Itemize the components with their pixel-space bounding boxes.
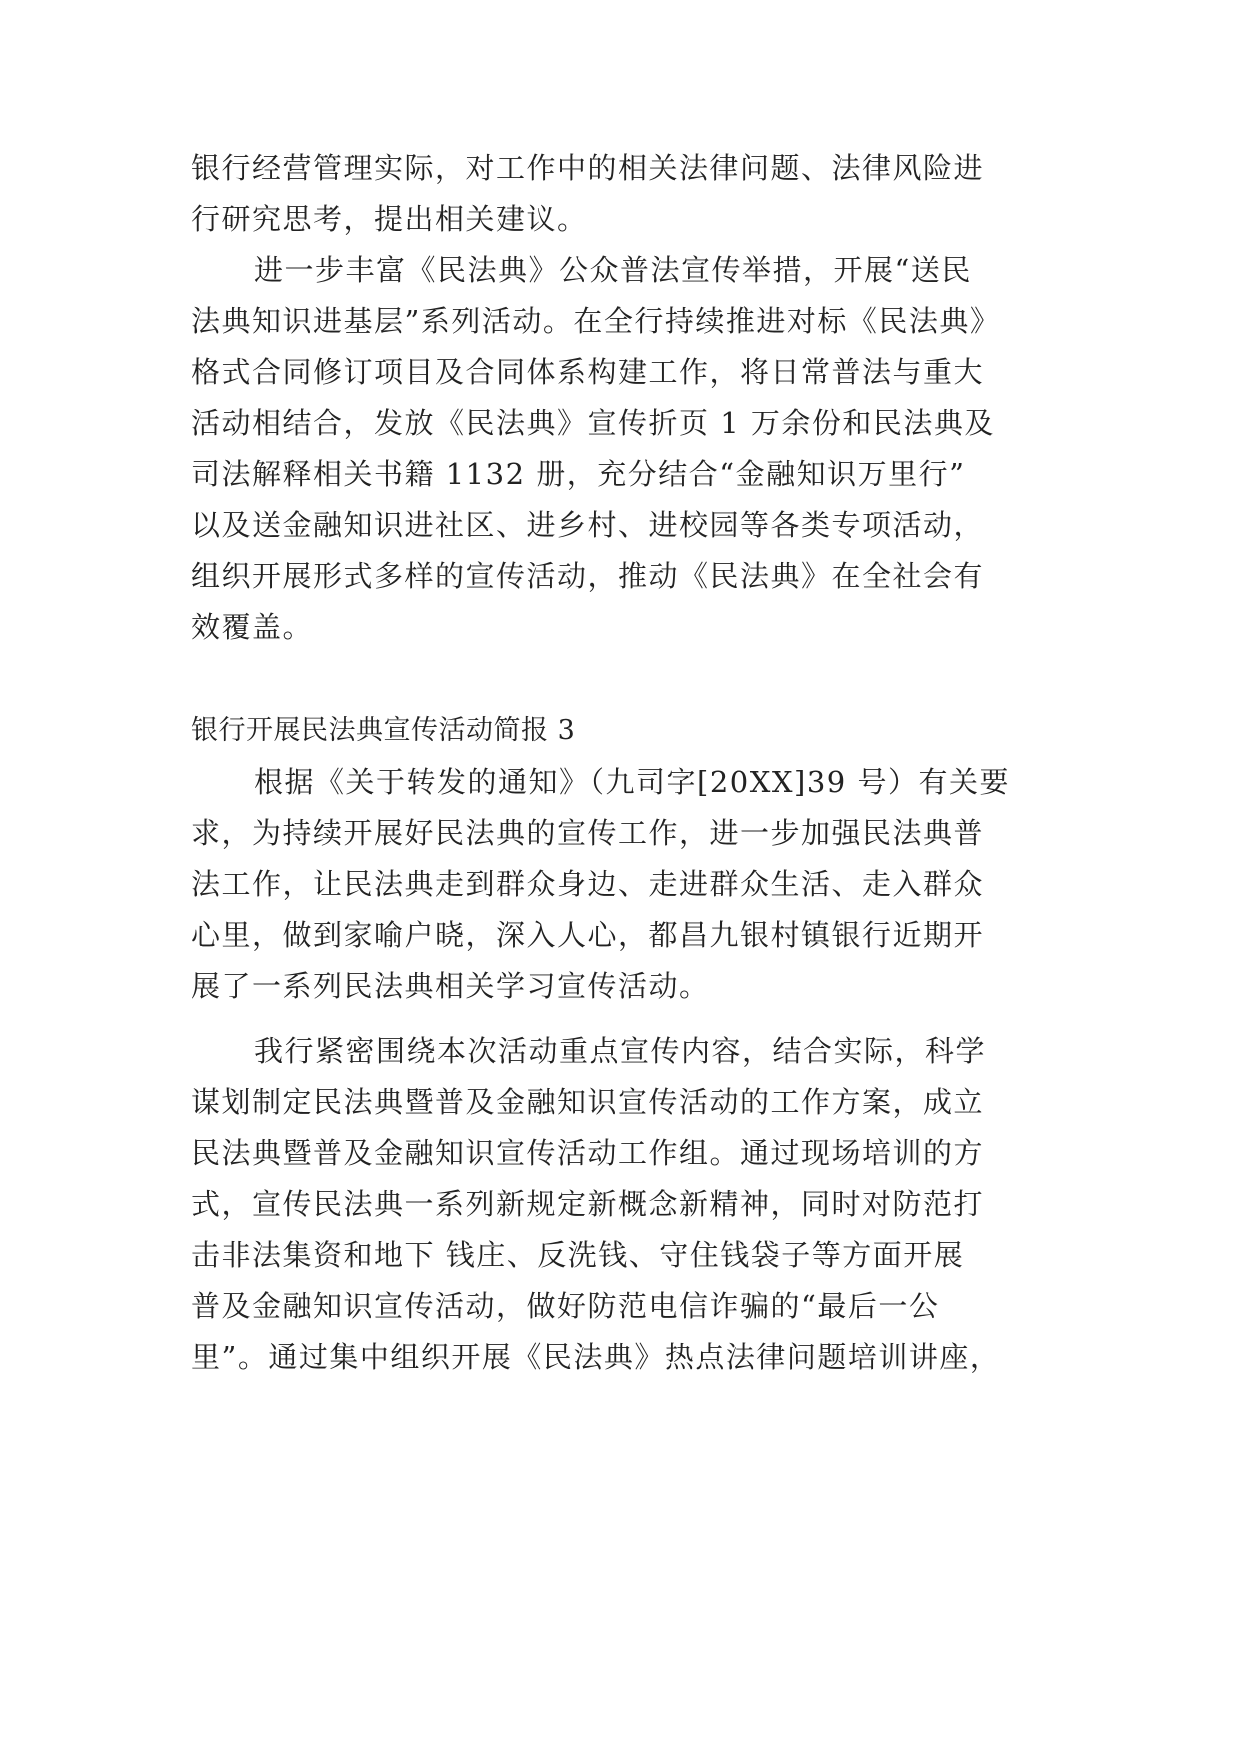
text-line: 活动相结合，发放《民法典》宣传折页 1 万余份和民法典及: [191, 406, 995, 440]
text-line: 民法典暨普及金融知识宣传活动工作组。通过现场培训的方: [191, 1136, 985, 1170]
text-line: 谋划制定民法典暨普及金融知识宣传活动的工作方案，成立: [191, 1085, 985, 1119]
text-line: 效覆盖。: [191, 610, 314, 644]
text-line: 展了一系列民法典相关学习宣传活动。: [191, 969, 710, 1003]
text-line: 根据《关于转发的通知》（九司字[20XX]39 号）有关要: [254, 765, 1010, 799]
text-line: 法典知识进基层”系列活动。在全行持续推进对标《民法典》: [191, 304, 1001, 338]
section-heading: 银行开展民法典宣传活动简报 3: [191, 715, 576, 746]
text-line: 式，宣传民法典一系列新规定新概念新精神，同时对防范打: [191, 1187, 985, 1221]
text-line: 法工作，让民法典走到群众身边、走进群众生活、走入群众: [191, 867, 985, 901]
text-line: 击非法集资和地下 钱庄、反洗钱、守住钱袋子等方面开展: [191, 1238, 965, 1272]
text-line: 司法解释相关书籍 1132 册，充分结合“金融知识万里行”: [191, 457, 966, 491]
text-line: 普及金融知识宣传活动，做好防范电信诈骗的“最后一公: [191, 1289, 940, 1323]
text-line: 组织开展形式多样的宣传活动，推动《民法典》在全社会有: [191, 559, 985, 593]
text-line: 银行经营管理实际，对工作中的相关法律问题、法律风险进: [191, 151, 985, 185]
text-line: 以及送金融知识进社区、进乡村、进校园等各类专项活动，: [191, 508, 985, 542]
text-line: 里”。通过集中组织开展《民法典》热点法律问题培训讲座，: [191, 1340, 1001, 1374]
text-line: 我行紧密围绕本次活动重点宣传内容，结合实际，科学: [254, 1034, 987, 1068]
text-line: 行研究思考，提出相关建议。: [191, 202, 588, 236]
text-line: 求，为持续开展好民法典的宣传工作，进一步加强民法典普: [191, 816, 985, 850]
text-line: 心里，做到家喻户晓，深入人心，都昌九银村镇银行近期开: [191, 918, 985, 952]
text-line: 进一步丰富《民法典》公众普法宣传举措，开展“送民: [254, 253, 972, 287]
text-line: 格式合同修订项目及合同体系构建工作，将日常普法与重大: [191, 355, 985, 389]
